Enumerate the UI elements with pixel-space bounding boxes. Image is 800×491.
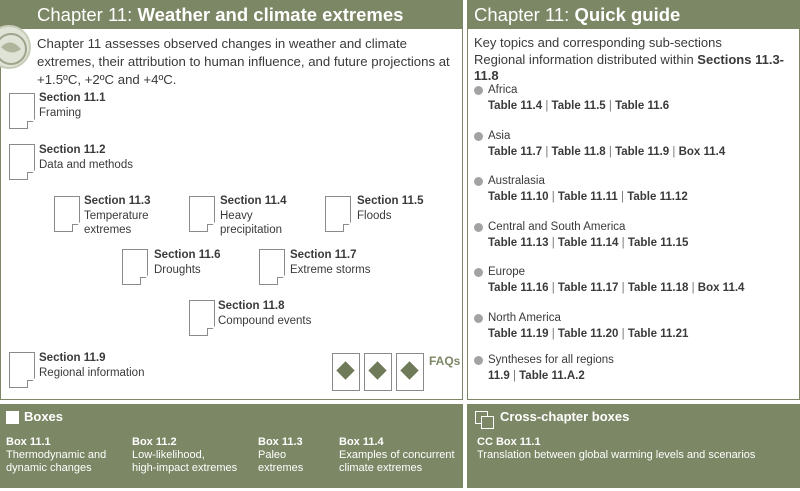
region-tables [474, 145, 725, 161]
region-name: Australasia [474, 174, 688, 190]
cc-box-item[interactable] [477, 436, 755, 462]
section-title: Section 11.1 [39, 92, 106, 104]
chapter-title-main: Weather and climate extremes [137, 4, 404, 25]
region-item[interactable] [474, 265, 744, 296]
section-title: Section 11.8 [218, 300, 285, 312]
section-title: Section 11.2 [39, 144, 106, 156]
document-icon [9, 352, 35, 388]
region-item[interactable] [474, 129, 725, 160]
stacked-boxes-icon [475, 411, 495, 427]
table-link[interactable]: Table 11.7 [488, 145, 543, 158]
document-icon [9, 93, 35, 129]
intro-line2-prefix: Regional information distributed within [474, 51, 698, 67]
region-tables [474, 369, 614, 385]
quick-guide-panel [467, 0, 800, 400]
document-icon [189, 300, 215, 336]
separator: | [618, 281, 628, 294]
box-item[interactable] [132, 436, 237, 475]
section-11-9[interactable] [39, 351, 144, 380]
section-11-4[interactable] [220, 194, 290, 238]
table-link[interactable]: Table 11.6 [615, 99, 670, 112]
faq-document-icon[interactable] [332, 353, 360, 391]
separator: | [618, 327, 628, 340]
document-icon [189, 196, 215, 232]
section-label: Framing [39, 106, 82, 119]
section-11-2[interactable] [39, 143, 133, 172]
cc-box-title: CC Box 11.1 [477, 436, 541, 448]
table-link[interactable]: Table 11.18 [627, 281, 689, 294]
section-title: Section 11.7 [290, 249, 357, 261]
table-link[interactable]: Table 11.11 [557, 190, 618, 203]
table-link[interactable]: Table 11.A.2 [519, 369, 585, 382]
section-label: Compound events [218, 314, 312, 327]
boxes-title: Boxes [24, 409, 64, 424]
section-title: Section 11.9 [39, 352, 106, 364]
separator: | [548, 281, 558, 294]
box-text: high-impact extremes [132, 462, 238, 474]
table-link[interactable]: Table 11.16 [488, 281, 549, 294]
cross-chapter-boxes-panel [467, 404, 800, 488]
ipcc-emblem-icon [0, 25, 31, 69]
region-name: Europe [474, 265, 744, 281]
region-tables [474, 190, 688, 206]
quick-guide-intro [474, 35, 799, 85]
separator: | [618, 236, 628, 249]
section-label: Droughts [154, 263, 201, 276]
document-icon [259, 249, 285, 285]
chapter-title [1, 1, 462, 29]
document-icon [122, 249, 148, 285]
region-item[interactable] [474, 311, 688, 342]
faq-document-icon[interactable] [396, 353, 424, 391]
section-11-5[interactable] [357, 194, 423, 223]
document-icon [325, 196, 351, 232]
box-item[interactable] [339, 436, 455, 475]
section-label: Temperature extremes [84, 209, 149, 236]
table-link[interactable]: Table 11.21 [627, 327, 689, 340]
table-link[interactable]: Table 11.20 [557, 327, 619, 340]
boxes-panel [0, 404, 463, 488]
section-label: Data and methods [39, 158, 133, 171]
intro-line2-bold: Sections 11.3-11.8 [474, 51, 785, 83]
box-item[interactable] [6, 436, 106, 475]
region-name: Central and South America [474, 220, 688, 236]
cross-chapter-title: Cross-chapter boxes [500, 409, 630, 424]
box-title: Box 11.1 [6, 436, 51, 448]
region-item[interactable] [474, 353, 614, 384]
section-title: Section 11.5 [357, 195, 424, 207]
box-text: dynamic changes [6, 462, 92, 474]
table-link[interactable]: Table 11.17 [557, 281, 619, 294]
chapter-overview-panel [0, 0, 463, 400]
faq-document-icon[interactable] [364, 353, 392, 391]
quick-guide-title-prefix: Chapter 11: [474, 4, 575, 25]
region-name: Asia [474, 129, 725, 145]
table-link[interactable]: Table 11.14 [557, 236, 619, 249]
separator: | [688, 281, 698, 294]
table-link[interactable]: Table 11.4 [488, 99, 543, 112]
box-title: Box 11.4 [339, 436, 384, 448]
separator: | [548, 190, 558, 203]
separator: | [605, 99, 616, 112]
section-11-1[interactable] [39, 91, 105, 120]
table-link[interactable]: Table 11.5 [551, 99, 606, 112]
section-11-8[interactable] [218, 299, 311, 328]
box-text: Examples of concurrent [339, 449, 455, 461]
box-text: Paleo [258, 449, 287, 461]
box-square-icon [6, 411, 19, 424]
separator: | [542, 145, 552, 158]
chapter-title-prefix: Chapter 11: [37, 4, 138, 25]
box-title: Box 11.3 [258, 436, 303, 448]
separator: | [542, 99, 552, 112]
section-title: Section 11.6 [154, 249, 221, 261]
region-item[interactable] [474, 220, 688, 251]
chapter-intro: Chapter 11 assesses observed changes in weather and climate extremes, their attribution to human influence, and future projections at +1.5ºC, +2ºC and +4ºC. [37, 36, 450, 87]
region-item[interactable] [474, 83, 669, 114]
separator: | [669, 145, 679, 158]
table-link[interactable]: Table 11.8 [551, 145, 606, 158]
quick-guide-title-main: Quick guide [574, 4, 681, 25]
section-title: Section 11.4 [220, 195, 287, 207]
region-name: North America [474, 311, 688, 327]
region-tables [474, 236, 688, 252]
separator: | [605, 145, 616, 158]
region-item[interactable] [474, 174, 688, 205]
box-title: Box 11.2 [132, 436, 177, 448]
document-icon [54, 196, 80, 232]
section-title: Section 11.3 [84, 195, 151, 207]
section-label: Regional information [39, 366, 145, 379]
table-link[interactable]: Table 11.9 [615, 145, 670, 158]
table-link[interactable]: Table 11.13 [488, 236, 549, 249]
separator: | [617, 190, 628, 203]
box-item[interactable] [258, 436, 303, 475]
section-label: Heavy precipitation [220, 209, 283, 236]
box-text: climate extremes [339, 462, 423, 474]
table-link[interactable]: 11.9 [488, 369, 510, 382]
box-text: extremes [258, 462, 304, 474]
quick-guide-intro-line1: Key topics and corresponding sub-sections [474, 35, 722, 50]
table-link[interactable]: Table 11.19 [488, 327, 549, 340]
separator: | [548, 236, 558, 249]
region-name: Africa [474, 83, 669, 99]
region-tables [474, 281, 744, 297]
separator: | [548, 327, 558, 340]
region-tables [474, 99, 669, 115]
document-icon [9, 144, 35, 180]
table-link[interactable]: Box 11.4 [697, 281, 745, 294]
cc-box-text: Translation between global warming levels and scenarios [477, 449, 756, 461]
region-tables [474, 327, 688, 343]
table-link[interactable]: Table 11.15 [627, 236, 689, 249]
region-name: Syntheses for all regions [474, 353, 614, 369]
quick-guide-intro-line2 [474, 52, 799, 85]
quick-guide-title [468, 1, 799, 29]
section-11-6[interactable] [154, 248, 220, 277]
section-label: Extreme storms [290, 263, 371, 276]
box-text: Low-likelihood, [132, 449, 205, 461]
section-label: Floods [357, 209, 392, 222]
section-11-3[interactable] [84, 194, 164, 238]
section-11-7[interactable] [290, 248, 371, 277]
table-link[interactable]: Table 11.12 [627, 190, 688, 203]
faq-label[interactable]: FAQs [429, 354, 461, 368]
separator: | [509, 369, 520, 382]
table-link[interactable]: Table 11.10 [488, 190, 549, 203]
table-link[interactable]: Box 11.4 [678, 145, 726, 158]
box-text: Thermodynamic and [6, 449, 107, 461]
